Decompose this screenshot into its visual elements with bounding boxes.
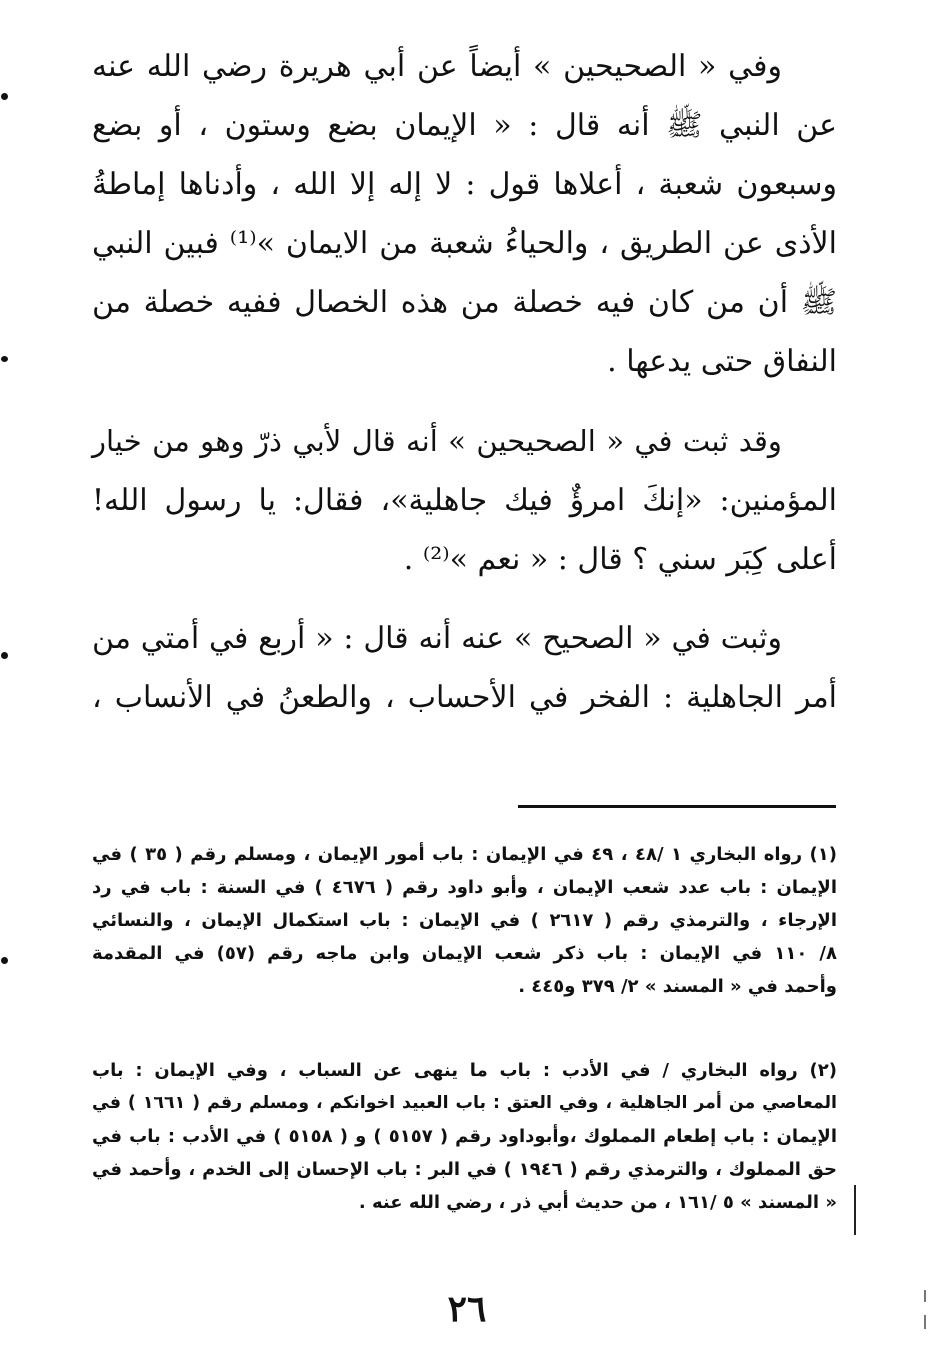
- text-line: وفي « الصحيحين » أيضاً عن أبي هريرة رضي الله عنه: [92, 49, 782, 84]
- margin-line: [854, 1185, 856, 1235]
- footnote-line: الإرجاء ، والترمذي رقم ( ٢٦١٧ ) في الإيمان : باب استكمال الإيمان ، والنسائي: [92, 910, 838, 931]
- footnote-line: الإيمان : باب عدد شعب الإيمان ، وأبو داود رقم ( ٤٦٧٦ ) في السنة : باب في رد: [92, 877, 837, 898]
- footnote-line: (١) رواه البخاري ١ /٤٨ ، ٤٩ في الإيمان : باب أمور الإيمان ، ومسلم رقم ( ٣٥ ) في: [92, 844, 838, 865]
- text-line: ﷺ أن من كان فيه خصلة من هذه الخصال ففيه خصلة من: [92, 285, 837, 320]
- text-line: المؤمنين: «إنكَ امرؤٌ فيك جاهلية»، فقال: يا رسول الله!: [92, 483, 837, 518]
- footnote-2: [92, 1054, 837, 1219]
- text-line: وسبعون شعبة ، أعلاها قول : لا إله إلا الله ، وأدناها إماطةُ: [92, 167, 837, 202]
- paragraph-1: [92, 37, 837, 391]
- text-line: عن النبي ﷺ أنه قال : « الإيمان بضع وستون ، أو بضع: [92, 108, 837, 143]
- scan-mark: [1, 93, 8, 100]
- footnote-line: الإيمان : باب إطعام المملوك ،وأبوداود رقم ( ٥١٥٧ ) و ( ٥١٥٨ ) في الأدب : باب في: [92, 1126, 837, 1147]
- scan-mark: [924, 1315, 926, 1329]
- footnote-1: [92, 838, 837, 1003]
- text-line: أعلى كِبَر سني ؟ قال : « نعم »⁽²⁾ .: [403, 542, 837, 577]
- paragraph-3: [92, 609, 837, 727]
- text-line: وقد ثبت في « الصحيحين » أنه قال لأبي ذرّ وهو من خيار: [92, 424, 782, 458]
- footnote-line: ٨/ ١١٠ في الإيمان : باب ذكر شعب الإيمان وابن ماجه رقم (٥٧) في المقدمة: [92, 943, 837, 964]
- scan-mark: [1, 356, 8, 362]
- scan-mark: [924, 1290, 926, 1302]
- text-line: الأذى عن الطريق ، والحياءُ شعبة من الايمان »⁽¹⁾ فبين النبي: [92, 226, 837, 261]
- text-line: وثبت في « الصحيح » عنه أنه قال : « أربع في أمتي من: [92, 621, 782, 656]
- footnote-line: (٢) رواه البخاري / في الأدب : باب ما ينهى عن السباب ، وفي الإيمان : باب: [92, 1060, 837, 1081]
- text-line: النفاق حتى يدعها .: [607, 344, 837, 379]
- footnote-line: المعاصي من أمر الجاهلية ، وفي العتق : باب العبيد اخوانكم ، ومسلم رقم ( ١٦٦١ ) في: [92, 1093, 838, 1113]
- scan-mark: [1, 652, 8, 659]
- footnote-line: وأحمد في « المسند » ٢/ ٣٧٩ و٤٤٥ .: [518, 976, 837, 997]
- scan-mark: [1, 957, 8, 964]
- footnote-line: حق المملوك ، والترمذي رقم ( ١٩٤٦ ) في البر : باب الإحسان إلى الخدم ، وأحمد في: [92, 1159, 837, 1180]
- text-line: أمر الجاهلية : الفخر في الأحساب ، والطعنُ في الأنساب ،: [92, 680, 837, 715]
- paragraph-2: [92, 412, 837, 589]
- page-number: ٢٦: [447, 1288, 487, 1330]
- footnote-line: « المسند » ٥ /١٦١ ، من حديث أبي ذر ، رضي الله عنه .: [358, 1192, 837, 1213]
- footnote-separator: [518, 805, 836, 808]
